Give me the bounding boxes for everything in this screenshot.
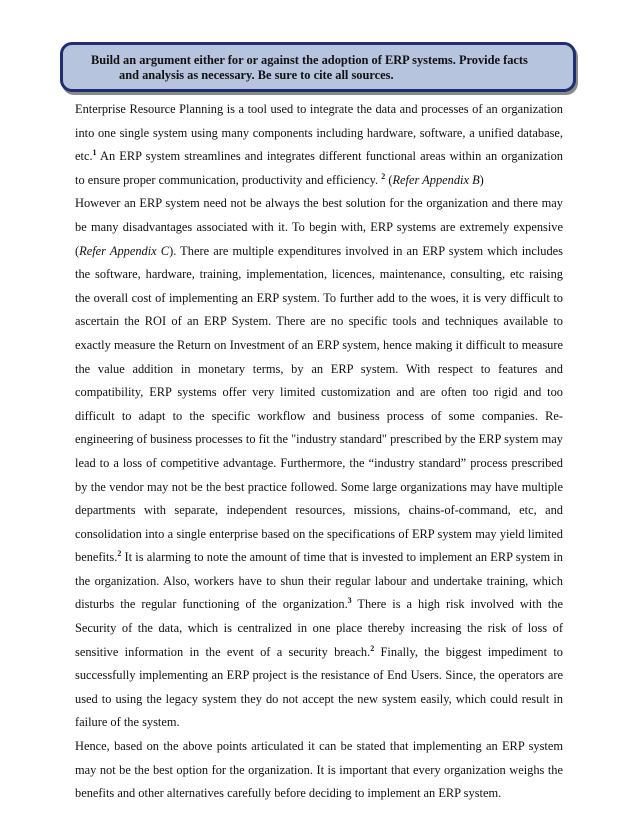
prompt-line-2: and analysis as necessary. Be sure to cite all sources. [119,68,394,82]
appendix-reference: Refer Appendix B [392,172,480,187]
paragraph-text: Enterprise Resource Planning is a tool used to integrate the data and processes of an organization into one single system using many components including hardware, software, a unified database, etc. [75,102,563,164]
footnote-ref: 2 [370,643,375,653]
paragraph-intro [75,98,563,192]
paragraph-text: ) [479,172,484,187]
paragraph-text: There is a high risk involved with the Security of the data, which is centralized in one place thereby increasing the risk of loss of sensitive information in the event of a security breach. [75,597,563,659]
appendix-reference: Refer Appendix C [79,243,170,258]
paragraph-text: It is alarming to note the amount of time that is invested to implement an ERP system in the organization. Also, workers have to shun their regular labour and undertake training, which disturbs the regular functioning of the organization. [75,550,563,612]
paragraph-conclusion: Hence, based on the above points articulated it can be stated that implementing an ERP system may not be the best option for the organization. It is important that every organization weighs the benefits and other alternatives carefully before deciding to implement an ERP system. [75,739,563,801]
footnote-ref: 2 [117,549,122,559]
essay-body [75,98,563,806]
paragraph-text: An ERP system streamlines and integrates different functional areas within an organization to ensure proper communication, productivity and efficiency. [75,149,563,187]
paragraph-disadvantages [75,192,563,735]
footnote-ref: 3 [347,596,352,606]
paragraph-text: ( [385,172,393,187]
prompt-line-1: Build an argument either for or against the adoption of ERP systems. Provide facts [91,53,528,67]
paragraph-text: However an ERP system need not be always the best solution for the organization and there may be many disadvantages associated with it. To begin with, ERP systems are extremely expensive ( [75,196,563,258]
prompt-banner [60,42,576,92]
paragraph-text: Finally, the biggest impediment to successfully implementing an ERP project is the resistance of End Users. Since, the operators are used to using the legacy system they do not accept the new system easily, which could result in failure of the system. [75,644,563,730]
footnote-ref: 1 [92,148,97,158]
footnote-ref: 2 [381,171,386,181]
paragraph-text: ). There are multiple expenditures involved in an ERP system which includes the software, hardware, training, implementation, licences, maintenance, consulting, etc raising the overall cost of implementing an ERP system. To further add to the woes, it is very difficult to ascertain the ROI of an ERP System. There are no specific tools and techniques available to exactly measure the Return on Investment of an ERP system, hence making it difficult to measure the value addition in monetary terms, by an ERP system. With respect to features and compatibility, ERP systems offer very limited customization and are often too rigid and too difficult to adapt to the specific workflow and business process of some companies. Re-engineering of business processes to fit the "industry standard" prescribed by the ERP system may lead to a loss of competitive advantage. Furthermore, the “industry standard” process prescribed by the vendor may not be the best practice followed. Some large organizations may have multiple departments with separate, independent resources, missions, chains-of-command, etc, and consolidation into a single enterprise based on the specifications of ERP system may yield limited benefits. [75,243,563,565]
